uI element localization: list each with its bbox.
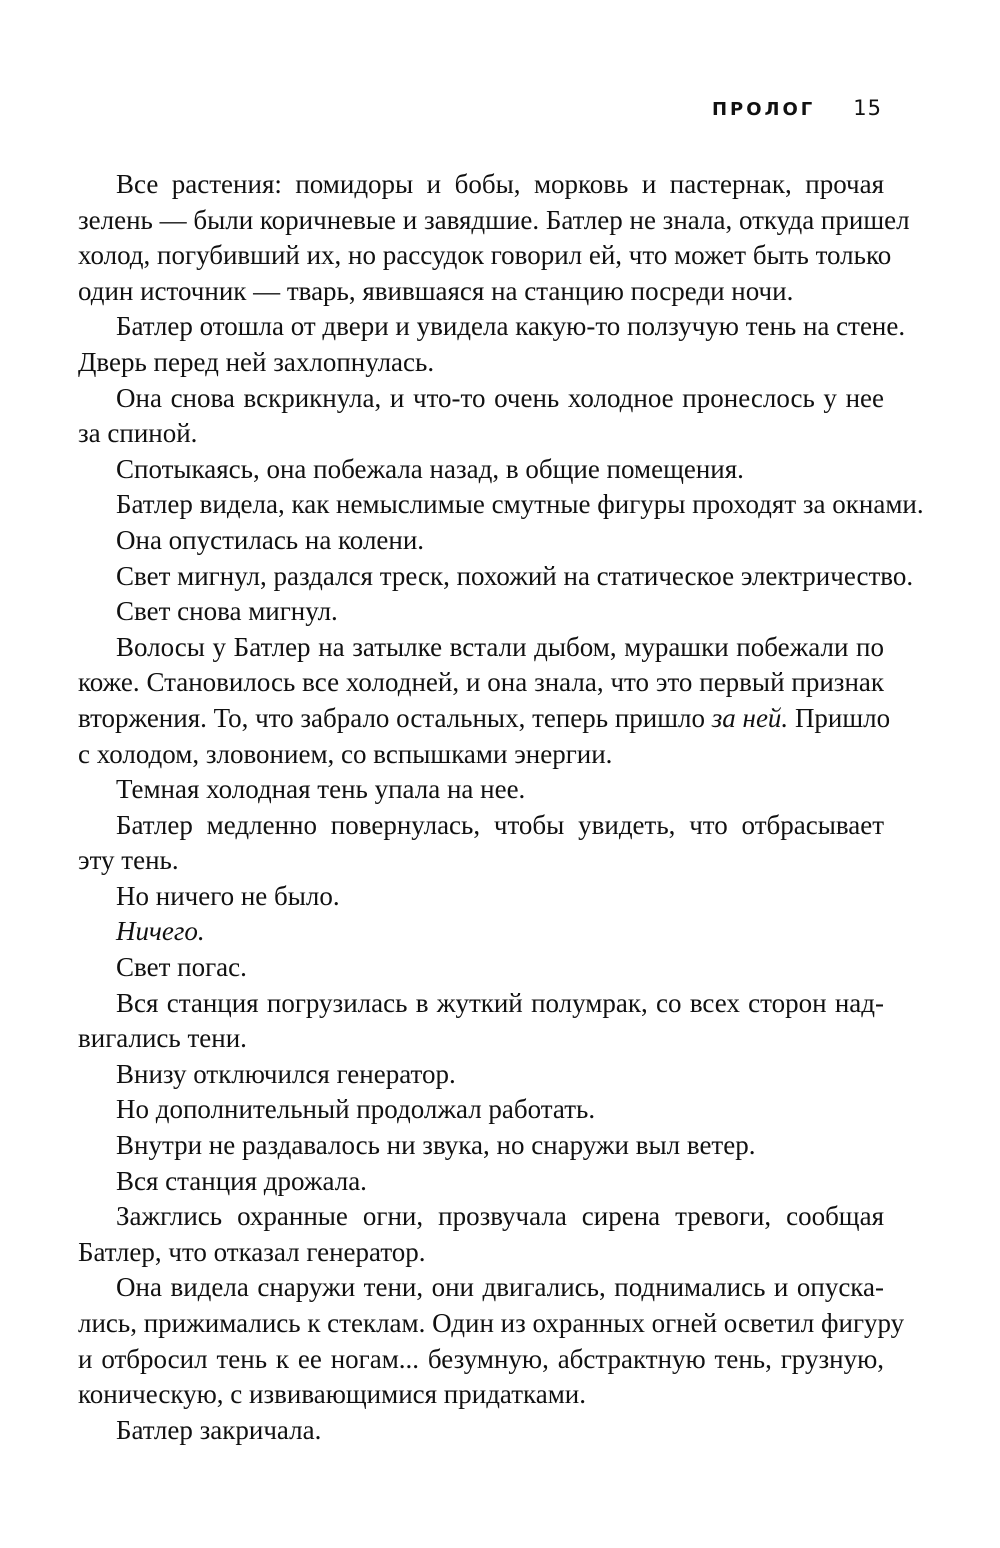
text-line: зелень — были коричневые и завядшие. Батлер не знала, откуда пришел	[78, 204, 910, 235]
text-line: Вся станция погрузилась в жуткий полумрак, со всех сторон над-	[116, 987, 884, 1018]
text-line: Батлер медленно повернулась, чтобы увидеть, что отбрасывает	[116, 809, 884, 840]
text-line: коническую, с извивающимися придатками.	[78, 1379, 586, 1410]
text-line: Свет снова мигнул.	[116, 596, 338, 627]
text-line: Батлер, что отказал генератор.	[78, 1236, 426, 1267]
text-line: один источник — тварь, явившаяся на станцию посреди ночи.	[78, 275, 794, 306]
page-number: 15	[853, 96, 882, 120]
text-line: Она снова вскрикнула, и что-то очень холодное пронеслось у нее	[116, 382, 884, 413]
text-line: коже. Становилось все холодней, и она знала, что это первый признак	[78, 667, 884, 698]
text-line: Темная холодная тень упала на нее.	[116, 774, 526, 805]
text-line: Свет погас.	[116, 952, 247, 983]
text-line: Батлер отошла от двери и увидела какую-то ползучую тень на стене.	[116, 311, 906, 342]
text-line: Волосы у Батлер на затылке встали дыбом, мурашки побежали по	[116, 631, 884, 662]
text-line: лись, прижимались к стеклам. Один из охранных огней осветил фигуру	[78, 1308, 905, 1338]
text-line: Вся станция дрожала.	[116, 1165, 367, 1196]
text-fragment: вторжения. То, что забрало остальных, теперь пришло	[78, 702, 706, 733]
running-header	[712, 96, 882, 120]
text-line: вигались тени.	[78, 1023, 247, 1054]
text-line: Батлер закричала.	[116, 1414, 322, 1445]
text-line: Зажглись охранные огни, прозвучала сирена тревоги, сообщая	[116, 1201, 884, 1232]
section-title: ПРОЛОГ	[711, 99, 816, 120]
text-line: Свет мигнул, раздался треск, похожий на статическое электричество.	[116, 560, 914, 591]
italic-line: Ничего.	[116, 916, 205, 947]
text-line: холод, погубивший их, но рассудок говорил ей, что может быть только	[78, 240, 892, 271]
italic-emphasis: за ней.	[711, 702, 789, 733]
text-line-mixed	[78, 701, 891, 737]
text-line: Дверь перед ней захлопнулась.	[78, 346, 435, 377]
text-line: Но ничего не было.	[116, 880, 340, 911]
text-line: Внутри не раздавалось ни звука, но снаружи выл ветер.	[116, 1130, 756, 1161]
text-line: Она опустилась на колени.	[116, 524, 425, 555]
text-line: Внизу отключился генератор.	[116, 1058, 456, 1089]
text-line: Все растения: помидоры и бобы, морковь и пастернак, прочая	[116, 169, 884, 199]
text-line: за спиной.	[78, 418, 198, 449]
text-line: Батлер видела, как немыслимые смутные фигуры проходят за окнами.	[116, 489, 924, 520]
text-line: Спотыкаясь, она побежала назад, в общие помещения.	[116, 453, 744, 484]
text-line: Но дополнительный продолжал работать.	[116, 1094, 596, 1125]
text-line: и отбросил тень к ее ногам... безумную, абстрактную тень, грузную,	[78, 1343, 884, 1374]
body-text	[78, 167, 924, 1448]
text-line: эту тень.	[78, 845, 179, 876]
text-line: с холодом, зловонием, со вспышками энергии.	[78, 738, 613, 769]
text-line: Она видела снаружи тени, они двигались, поднимались и опуска-	[116, 1272, 884, 1303]
text-fragment: Пришло	[794, 702, 891, 733]
